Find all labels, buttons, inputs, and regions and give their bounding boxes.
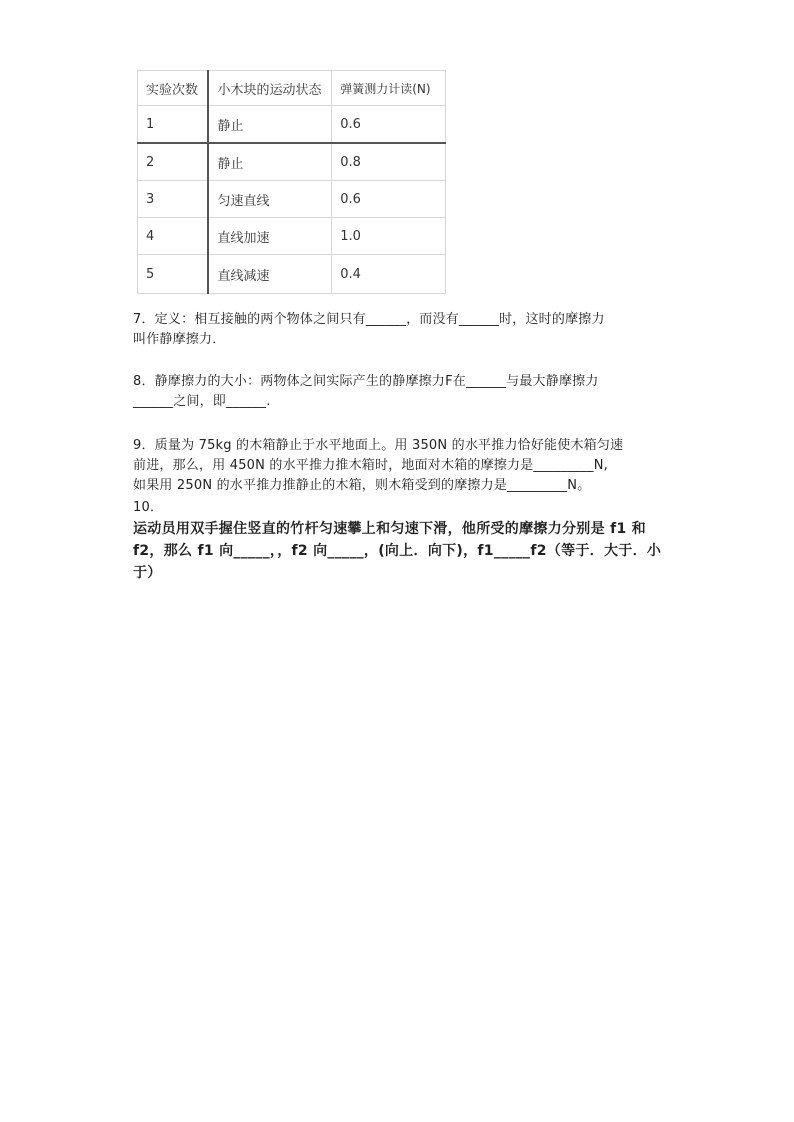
question-10-line-1: 运动员用双手握住竖直的竹杆匀速攀上和匀速下滑，他所受的摩擦力分别是 f1 和 (133, 521, 646, 537)
table-cell: 0.8 (332, 143, 446, 181)
header-cell-trial: 实验次数 (138, 71, 209, 106)
table-row (138, 106, 446, 144)
table-cell: 直线加速 (208, 218, 331, 255)
table-cell: 0.6 (332, 106, 446, 144)
table-row (138, 181, 446, 218)
question-8-line-2: ______之间，即______. (133, 394, 271, 409)
question-10 (133, 498, 673, 584)
question-10-line-2: f2，那么 f1 向_____，，f2 向_____，(向上．向下)，f1_____f2（等于．大于．小 (133, 543, 662, 559)
question-9 (133, 436, 673, 496)
question-8-line-1: 8．静摩擦力的大小：两物体之间实际产生的静摩擦力F在______与最大静摩擦力 (133, 374, 599, 389)
table-cell: 1 (138, 106, 209, 144)
table-cell: 3 (138, 181, 209, 218)
table-cell: 5 (138, 255, 209, 294)
question-9-line-2: 前进，那么，用 450N 的水平推力推木箱时，地面对木箱的摩擦力是_________N, (133, 458, 608, 473)
table-row (138, 218, 446, 255)
table-cell: 直线减速 (208, 255, 331, 294)
table-cell: 静止 (208, 143, 331, 181)
table-cell: 匀速直线 (208, 181, 331, 218)
table-cell: 静止 (208, 106, 331, 144)
table-cell: 0.4 (332, 255, 446, 294)
table-cell: 4 (138, 218, 209, 255)
question-8 (133, 372, 673, 412)
experiment-table (137, 70, 446, 294)
table-row (138, 255, 446, 294)
table-header-row (138, 71, 446, 106)
table-cell: 2 (138, 143, 209, 181)
table-row (138, 143, 446, 181)
header-cell-state: 小木块的运动状态 (208, 71, 331, 106)
header-cell-reading: 弹簧测力计读(N) (332, 71, 446, 106)
question-10-number: 10． (133, 500, 164, 515)
question-9-line-1: 9．质量为 75kg 的木箱静止于水平地面上。用 350N 的水平推力恰好能使木箱匀速 (133, 438, 624, 453)
table-cell: 0.6 (332, 181, 446, 218)
question-7-line-1: 7．定义：相互接触的两个物体之间只有______，而没有______时，这时的摩擦力 (133, 312, 605, 327)
question-9-line-3: 如果用 250N 的水平推力推静止的木箱，则木箱受到的摩擦力是_________N。 (133, 478, 591, 493)
question-7 (133, 310, 673, 350)
question-10-line-3: 于） (133, 565, 162, 581)
question-7-line-2: 叫作静摩擦力． (133, 332, 226, 347)
table-cell: 1.0 (332, 218, 446, 255)
